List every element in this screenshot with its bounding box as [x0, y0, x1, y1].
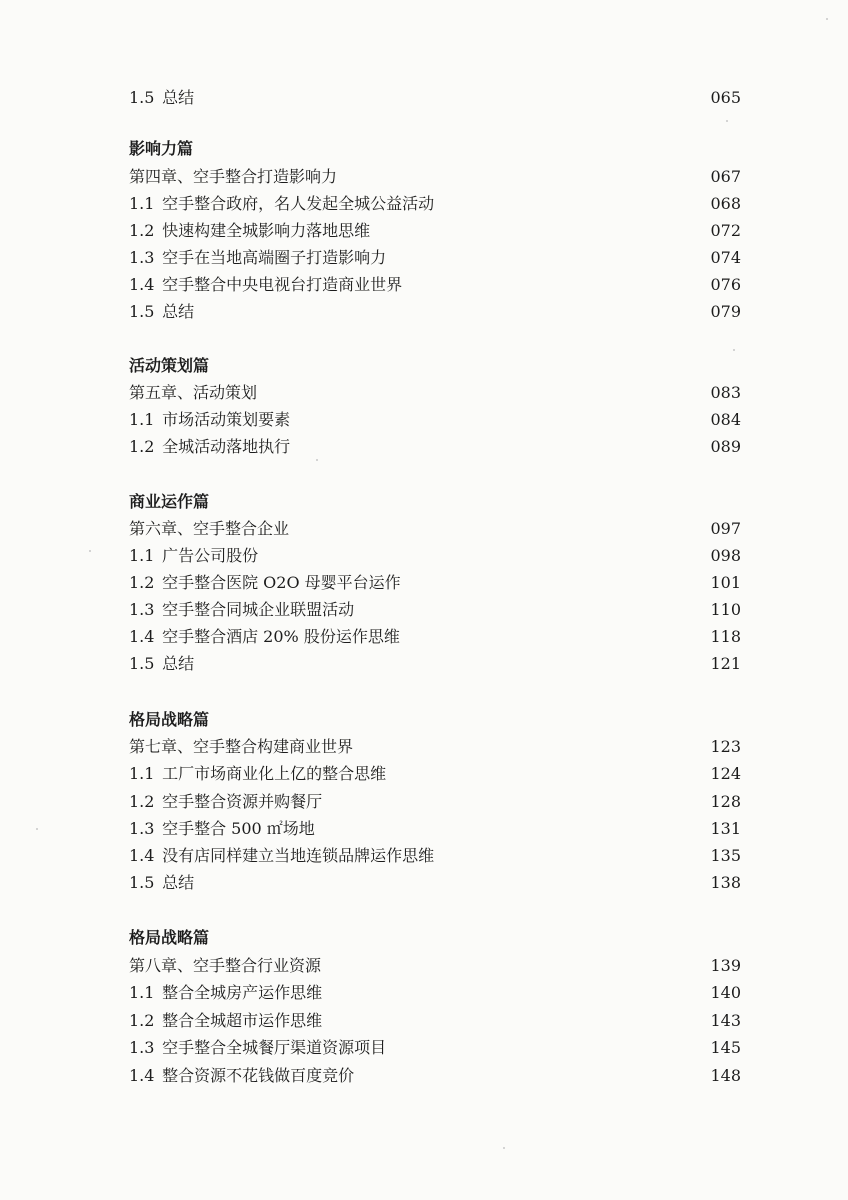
entry-page-number: 072	[710, 221, 741, 240]
toc-entry	[129, 300, 741, 324]
scan-speck	[503, 1147, 505, 1149]
toc-entry	[129, 625, 741, 649]
entry-title: 空手整合酒店 20% 股份运作思维	[162, 627, 400, 646]
toc-entry	[129, 817, 741, 841]
toc-entry	[129, 652, 741, 676]
entry-number: 1.5	[129, 654, 155, 673]
toc-entry	[129, 598, 741, 622]
entry-page-number: 131	[710, 819, 741, 838]
entry-number: 1.2	[129, 437, 155, 456]
entry-number: 1.3	[129, 600, 155, 619]
entry-title: 工厂市场商业化上亿的整合思维	[162, 764, 387, 783]
entry-number: 1.4	[129, 275, 155, 294]
toc-entry	[129, 1064, 741, 1088]
entry-page-number: 098	[710, 546, 741, 565]
entry-page-number: 118	[710, 627, 741, 646]
entry-page-number: 148	[710, 1066, 741, 1085]
entry-page-number: 124	[710, 764, 741, 783]
entry-title: 总结	[162, 873, 195, 892]
chapter-page-number: 123	[710, 737, 741, 756]
entry-number: 1.4	[129, 846, 155, 865]
chapter-page-number: 097	[710, 519, 741, 538]
toc-entry	[129, 273, 741, 297]
entry-number: 1.1	[129, 764, 155, 783]
entry-number: 1.3	[129, 248, 155, 267]
chapter-title: 第七章、空手整合构建商业世界	[129, 737, 354, 756]
entry-number: 1.1	[129, 194, 155, 213]
entry-number: 1.2	[129, 1011, 155, 1030]
entry-page-number: 089	[710, 437, 741, 456]
chapter-page-number: 139	[710, 956, 741, 975]
entry-title: 市场活动策划要素	[162, 410, 291, 429]
chapter-title: 第八章、空手整合行业资源	[129, 956, 322, 975]
entry-title: 总结	[162, 654, 195, 673]
entry-page-number: 128	[710, 792, 741, 811]
chapter-entry	[129, 381, 741, 405]
entry-title: 整合全城房产运作思维	[162, 983, 323, 1002]
entry-title: 空手整合同城企业联盟活动	[162, 600, 355, 619]
entry-page-number: 101	[710, 573, 741, 592]
entry-title: 空手整合中央电视台打造商业世界	[162, 275, 403, 294]
toc-entry	[129, 762, 741, 786]
toc-entry	[129, 981, 741, 1005]
entry-title: 广告公司股份	[162, 546, 259, 565]
entry-number: 1.1	[129, 983, 155, 1002]
entry-title: 空手整合全城餐厅渠道资源项目	[162, 1038, 387, 1057]
toc-entry	[129, 246, 741, 270]
toc-entry	[129, 544, 741, 568]
entry-page-number: 145	[710, 1038, 741, 1057]
toc-entry	[129, 86, 741, 110]
entry-number: 1.5	[129, 873, 155, 892]
entry-page-number: 138	[710, 873, 741, 892]
toc-entry	[129, 408, 741, 432]
chapter-title: 第五章、活动策划	[129, 383, 258, 402]
entry-number: 1.3	[129, 1038, 155, 1057]
entry-title: 空手整合资源并购餐厅	[162, 792, 323, 811]
toc-entry	[129, 790, 741, 814]
entry-number: 1.5	[129, 302, 155, 321]
toc-entry	[129, 1009, 741, 1033]
entry-page-number: 135	[710, 846, 741, 865]
entry-title: 快速构建全城影响力落地思维	[162, 221, 371, 240]
chapter-entry	[129, 735, 741, 759]
entry-title: 总结	[162, 88, 195, 107]
entry-page-number: 110	[710, 600, 741, 619]
scan-speck	[826, 18, 828, 20]
entry-number: 1.1	[129, 410, 155, 429]
scan-speck	[733, 349, 735, 351]
scan-speck	[36, 828, 38, 830]
entry-number: 1.2	[129, 792, 155, 811]
entry-page-number: 068	[710, 194, 741, 213]
toc-entry	[129, 844, 741, 868]
entry-number: 1.1	[129, 546, 155, 565]
chapter-title: 第四章、空手整合打造影响力	[129, 167, 338, 186]
entry-title: 空手整合医院 O2O 母婴平台运作	[162, 573, 401, 592]
toc-entry	[129, 571, 741, 595]
entry-title: 整合全城超市运作思维	[162, 1011, 323, 1030]
entry-page-number: 079	[710, 302, 741, 321]
toc-entry	[129, 1036, 741, 1060]
entry-title: 空手整合 500 ㎡场地	[162, 819, 315, 838]
entry-number: 1.4	[129, 627, 155, 646]
toc-entry	[129, 219, 741, 243]
entry-number: 1.2	[129, 221, 155, 240]
chapter-title: 第六章、空手整合企业	[129, 519, 290, 538]
entry-title: 全城活动落地执行	[162, 437, 291, 456]
chapter-page-number: 067	[710, 167, 741, 186]
entry-number: 1.3	[129, 819, 155, 838]
entry-page-number: 074	[710, 248, 741, 267]
entry-title: 总结	[162, 302, 195, 321]
entry-title: 整合资源不花钱做百度竞价	[162, 1066, 355, 1085]
entry-page-number: 143	[710, 1011, 741, 1030]
section-heading: 影响力篇	[129, 139, 194, 158]
section-heading: 商业运作篇	[129, 492, 210, 511]
entry-title: 没有店同样建立当地连锁品牌运作思维	[162, 846, 435, 865]
entry-page-number: 140	[710, 983, 741, 1002]
entry-title: 空手整合政府，名人发起全城公益活动	[162, 194, 435, 213]
toc-entry	[129, 871, 741, 895]
toc-entry	[129, 192, 741, 216]
scan-speck	[316, 459, 318, 461]
toc-entry	[129, 435, 741, 459]
section-heading: 格局战略篇	[129, 928, 210, 947]
entry-title: 空手在当地高端圈子打造影响力	[162, 248, 387, 267]
entry-page-number: 076	[710, 275, 741, 294]
section-heading: 活动策划篇	[129, 356, 210, 375]
scan-speck	[89, 550, 91, 552]
chapter-page-number: 083	[710, 383, 741, 402]
scan-speck	[726, 120, 728, 122]
chapter-entry	[129, 517, 741, 541]
entry-number: 1.5	[129, 88, 155, 107]
entry-page-number: 084	[710, 410, 741, 429]
entry-number: 1.2	[129, 573, 155, 592]
chapter-entry	[129, 165, 741, 189]
chapter-entry	[129, 954, 741, 978]
entry-number: 1.4	[129, 1066, 155, 1085]
section-heading: 格局战略篇	[129, 710, 210, 729]
entry-page-number: 121	[710, 654, 741, 673]
entry-page-number: 065	[710, 88, 741, 107]
